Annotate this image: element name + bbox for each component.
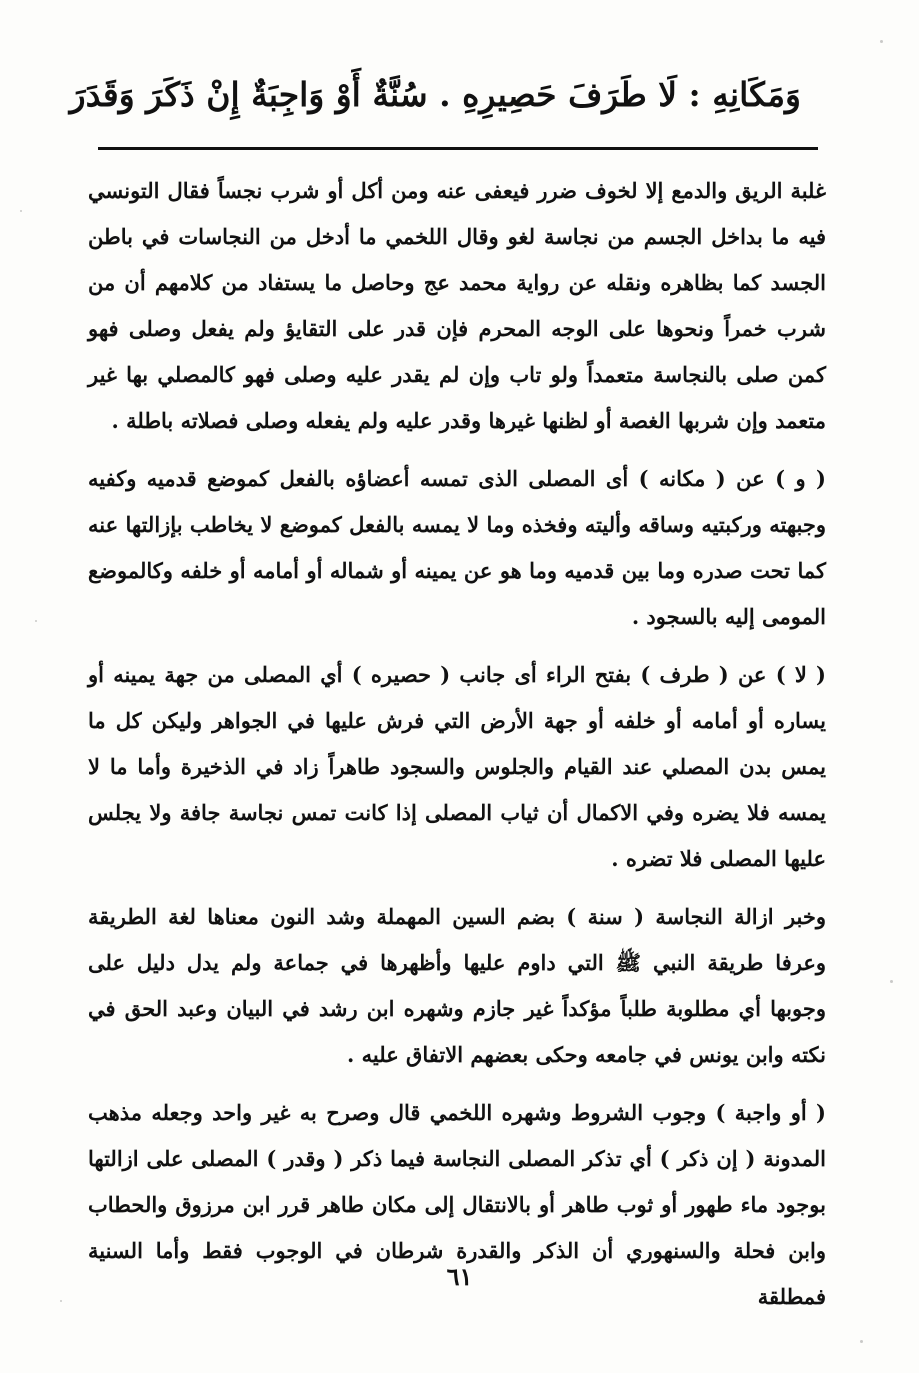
- paragraph-2: ( و ) عن ( مكانه ) أى المصلى الذى تمسه أعضاؤه بالفعل كموضع قدميه وكفيه وجبهته وركبتيه وساقه وأليته وفخذه وما لا يمسه بالفعل كموضع لا يخاطب بإزالتها عنه كما تحت صدره وما بين قدميه وما هو عن يمينه أو شماله أو أمامه أو خلفه وكالموضع المومى إليه بالسجود .: [88, 466, 826, 629]
- body-text: [88, 168, 826, 1320]
- scan-speckle: [880, 40, 883, 43]
- paragraph-3: ( لا ) عن ( طرف ) بفتح الراء أى جانب ( حصيره ) أي المصلى من جهة يمينه أو يساره أو أمامه أو خلفه أو جهة الأرض التي فرش عليها في الجواهر وليكن كل ما يمس بدن المصلي عند القيام والجلوس والسجود طاهراً زاد في الذخيرة وأما ما لا يمسه فلا يضره وفي الاكمال أن ثياب المصلى إذا كانت تمس نجاسة جافة ولا يجلس عليها المصلى فلا تضره .: [88, 662, 826, 871]
- scan-speckle: [60, 1300, 62, 1302]
- page-heading: وَمَكَانِهِ : لَا طَرَفَ حَصِيرِهِ . سُنَّةٌ أَوْ وَاجِبَةٌ إِنْ ذَكَرَ وَقَدَرَ: [69, 75, 801, 114]
- scan-speckle: [860, 1340, 863, 1343]
- scan-speckle: [20, 210, 22, 212]
- heading-divider: [98, 147, 818, 150]
- scan-speckle: [35, 620, 37, 622]
- paragraph-5: ( أو واجبة ) وجوب الشروط وشهره اللخمي قال وصرح به غير واحد وجعله مذهب المدونة ( إن ذكر ) أي تذكر المصلى النجاسة فيما ذكر ( وقدر ) المصلى على ازالتها بوجود ماء طهور أو ثوب طاهر أو بالانتقال إلى مكان طاهر قرر ابن مرزوق والحطاب وابن فحلة والسنهوري أن الذكر والقدرة شرطان في الوجوب فقط وأما السنية فمطلقة: [88, 1100, 826, 1309]
- paragraph-4: وخبر ازالة النجاسة ( سنة ) بضم السين المهملة وشد النون معناها لغة الطريقة وعرفا طريقة النبي ﷺ التي داوم عليها وأظهرها في جماعة ولم يدل دليل على وجوبها أي مطلوبة طلباً مؤكداً غير جازم وشهره ابن رشد في البيان وعبد الحق في نكته وابن يونس في جامعه وحكى بعضهم الاتفاق عليه .: [88, 904, 826, 1067]
- page-number: ٦١: [446, 1262, 473, 1291]
- scan-speckle: [890, 980, 893, 983]
- paragraph-1: غلبة الريق والدمع إلا لخوف ضرر فيعفى عنه ومن أكل أو شرب نجساً فقال التونسي فيه ما بداخل الجسم من نجاسة لغو وقال اللخمي ما أدخل من النجاسات في باطن الجسد كما بظاهره ونقله عن رواية محمد عج وحاصل ما يستفاد من كلامهم أن من شرب خمراً ونحوها على الوجه المحرم فإن قدر على التقايؤ ولم يفعل وصلى فهو كمن صلى بالنجاسة متعمداً ولو تاب وإن لم يقدر عليه وصلى فهو كالمصلي بها غير متعمد وإن شربها الغصة أو لظنها غيرها وقدر عليه ولم يفعله وصلى فصلاته باطلة .: [88, 178, 826, 433]
